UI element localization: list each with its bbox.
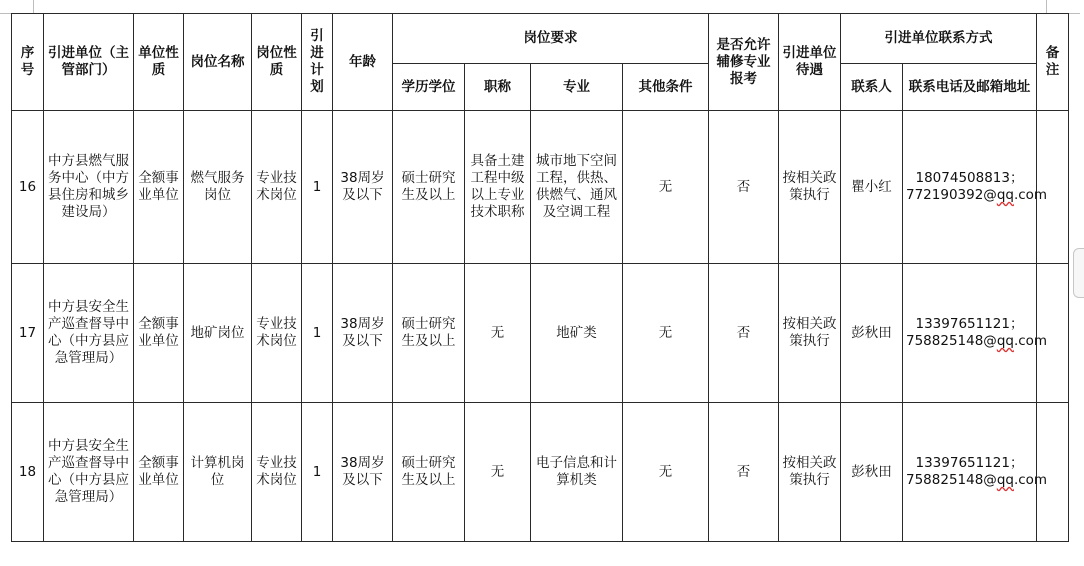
cell-seq: 18 — [12, 403, 44, 542]
cell-contact-person: 彭秋田 — [841, 264, 903, 403]
cell-post-nature: 专业技术岗位 — [252, 264, 302, 403]
cell-minor-allowed: 否 — [709, 111, 779, 264]
header-contact-group: 引进单位联系方式 — [841, 14, 1037, 64]
header-remark: 备注 — [1037, 14, 1069, 111]
cell-plan: 1 — [302, 111, 333, 264]
header-major: 专业 — [531, 64, 623, 111]
contact-email — [906, 472, 1048, 489]
cell-unit-nature: 全额事业单位 — [134, 403, 184, 542]
cell-post-nature: 专业技术岗位 — [252, 111, 302, 264]
page-corner-mark — [1046, 0, 1047, 14]
header-contact-info: 联系电话及邮箱地址 — [903, 64, 1037, 111]
cell-unit-nature: 全额事业单位 — [134, 111, 184, 264]
contact-phone: 13397651121； — [915, 316, 1024, 332]
email-domain-q: qq — [996, 187, 1014, 203]
header-post-name: 岗位名称 — [184, 14, 252, 111]
email-domain-q: qq — [996, 472, 1014, 488]
header-title: 职称 — [465, 64, 531, 111]
cell-other: 无 — [623, 111, 709, 264]
contact-phone: 13397651121； — [915, 455, 1024, 471]
cell-post-name: 燃气服务岗位 — [184, 111, 252, 264]
cell-major: 地矿类 — [531, 264, 623, 403]
header-treatment: 引进单位待遇 — [779, 14, 841, 111]
header-requirements: 岗位要求 — [393, 14, 709, 64]
table-row — [12, 264, 1069, 403]
cell-title: 无 — [465, 264, 531, 403]
recruitment-table — [11, 13, 1069, 542]
contact-phone: 18074508813； — [915, 170, 1024, 186]
side-scroll-tab[interactable] — [1073, 248, 1084, 298]
cell-age: 38周岁及以下 — [333, 403, 393, 542]
cell-treatment: 按相关政策执行 — [779, 264, 841, 403]
table-row — [12, 403, 1069, 542]
email-user: 758825148@ — [906, 472, 997, 488]
cell-post-name: 计算机岗位 — [184, 403, 252, 542]
contact-email — [906, 187, 1048, 204]
cell-post-nature: 专业技术岗位 — [252, 403, 302, 542]
cell-minor-allowed: 否 — [709, 403, 779, 542]
cell-plan: 1 — [302, 403, 333, 542]
cell-unit: 中方县燃气服务中心（中方县住房和城乡建设局） — [44, 111, 134, 264]
cell-education: 硕士研究生及以上 — [393, 111, 465, 264]
cell-major: 城市地下空间工程，供热、供燃气、通风及空调工程 — [531, 111, 623, 264]
cell-unit: 中方县安全生产巡查督导中心（中方县应急管理局） — [44, 403, 134, 542]
cell-seq: 17 — [12, 264, 44, 403]
cell-unit: 中方县安全生产巡查督导中心（中方县应急管理局） — [44, 264, 134, 403]
cell-contact-info — [903, 264, 1048, 403]
cell-contact-person: 彭秋田 — [841, 403, 903, 542]
cell-treatment: 按相关政策执行 — [779, 403, 841, 542]
header-unit: 引进单位（主管部门） — [44, 14, 134, 111]
header-age: 年龄 — [333, 14, 393, 111]
email-domain-q: qq — [996, 333, 1014, 349]
header-post-nature: 岗位性质 — [252, 14, 302, 111]
cell-contact-person: 瞿小红 — [841, 111, 903, 264]
header-education: 学历学位 — [393, 64, 465, 111]
cell-contact-info — [903, 403, 1048, 542]
cell-age: 38周岁及以下 — [333, 111, 393, 264]
email-user: 772190392@ — [906, 187, 997, 203]
header-unit-nature: 单位性质 — [134, 14, 184, 111]
cell-title: 无 — [465, 403, 531, 542]
cell-title: 具备土建工程中级以上专业技术职称 — [465, 111, 531, 264]
cell-seq: 16 — [12, 111, 44, 264]
page-corner-mark — [33, 0, 34, 14]
cell-other: 无 — [623, 403, 709, 542]
header-minor-allowed: 是否允许辅修专业报考 — [709, 14, 779, 111]
cell-major: 电子信息和计算机类 — [531, 403, 623, 542]
contact-email — [906, 333, 1048, 350]
cell-treatment: 按相关政策执行 — [779, 111, 841, 264]
cell-unit-nature: 全额事业单位 — [134, 264, 184, 403]
cell-plan: 1 — [302, 264, 333, 403]
header-plan: 引进计划 — [302, 14, 333, 111]
cell-other: 无 — [623, 264, 709, 403]
email-user: 758825148@ — [906, 333, 997, 349]
cell-education: 硕士研究生及以上 — [393, 264, 465, 403]
email-tail: .com — [1013, 187, 1048, 203]
header-contact-person: 联系人 — [841, 64, 903, 111]
cell-education: 硕士研究生及以上 — [393, 403, 465, 542]
header-seq: 序号 — [12, 14, 44, 111]
table-row — [12, 111, 1069, 264]
email-tail: .com — [1013, 333, 1048, 349]
cell-post-name: 地矿岗位 — [184, 264, 252, 403]
cell-minor-allowed: 否 — [709, 264, 779, 403]
header-row-1 — [12, 14, 1069, 64]
cell-age: 38周岁及以下 — [333, 264, 393, 403]
header-other: 其他条件 — [623, 64, 709, 111]
email-tail: .com — [1013, 472, 1048, 488]
cell-contact-info — [903, 111, 1048, 264]
